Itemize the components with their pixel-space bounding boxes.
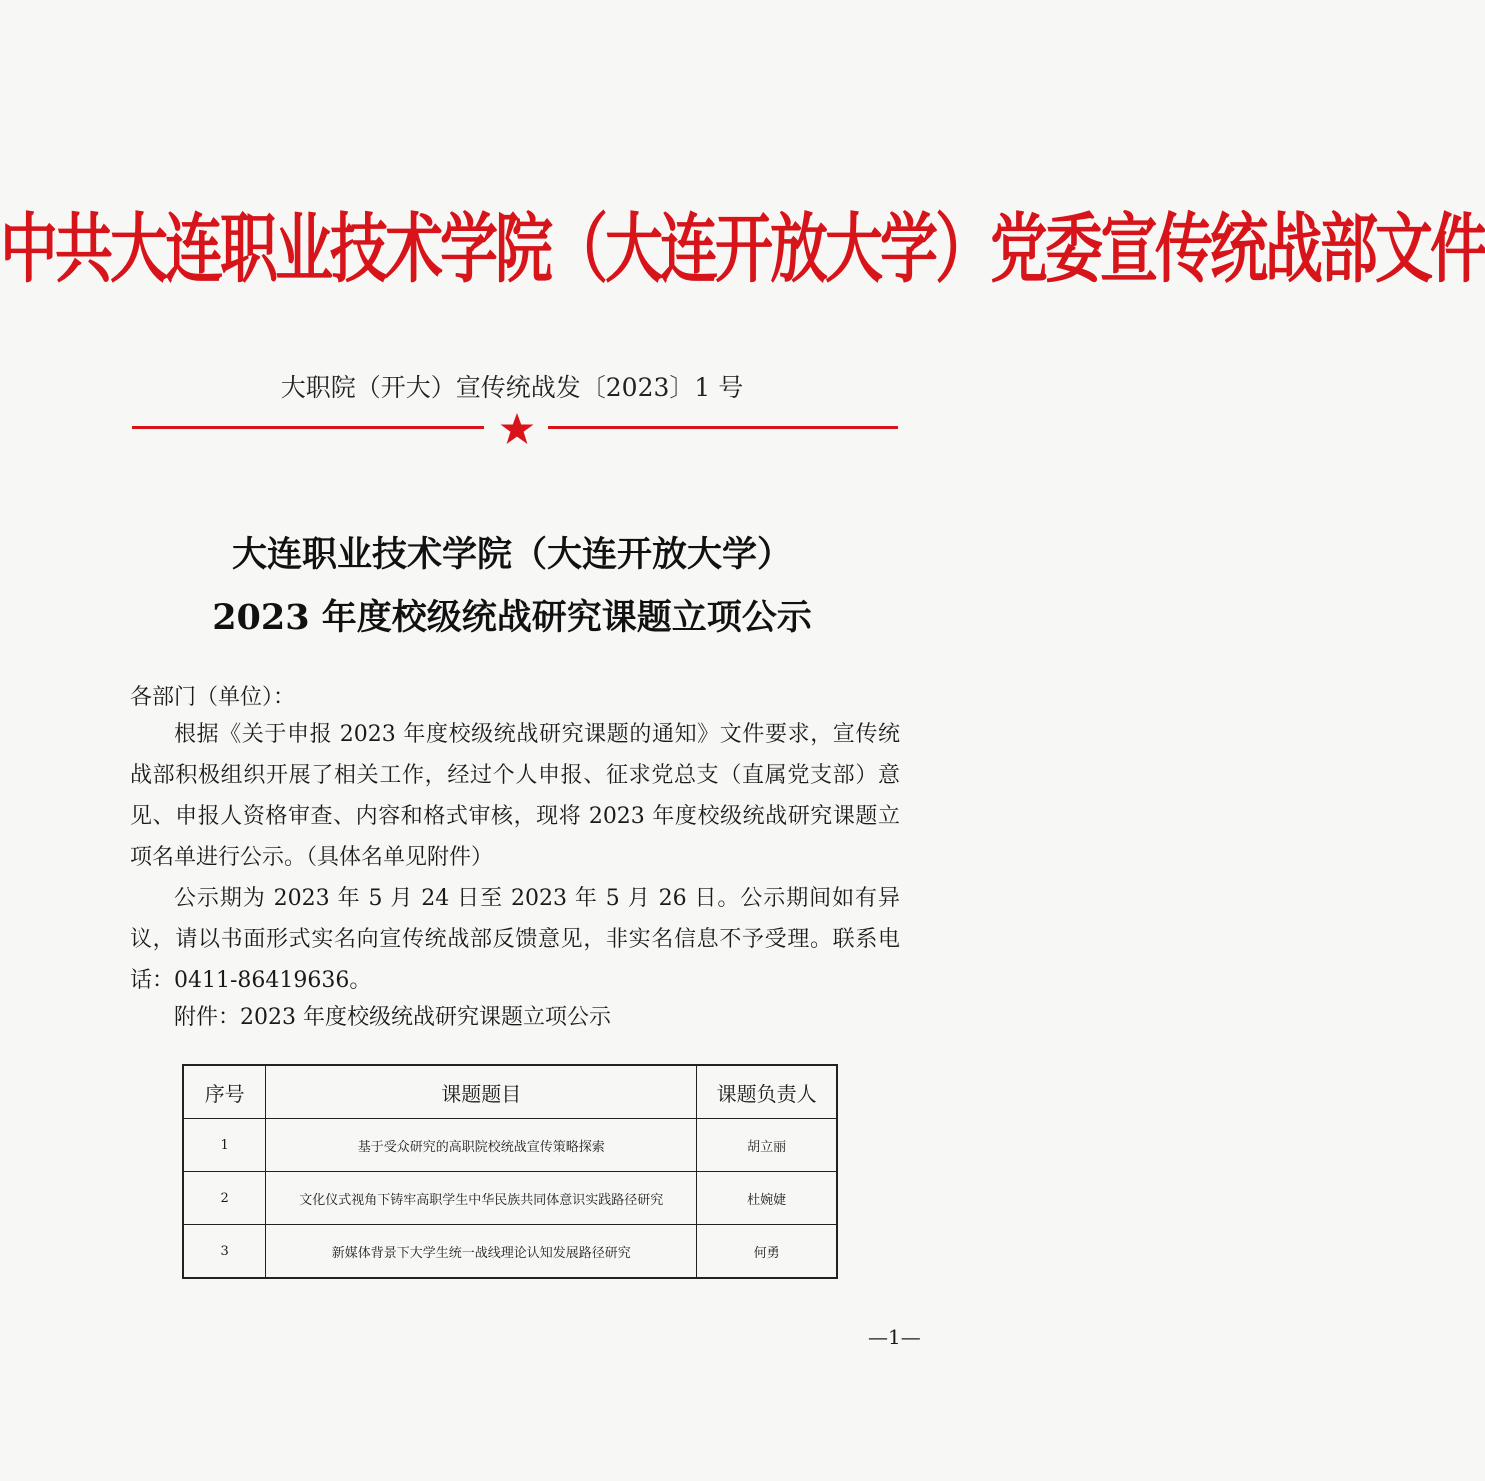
- document-number: 大职院（开大）宣传统战发〔2023〕1 号: [280, 373, 744, 402]
- red-rule-right: [548, 426, 898, 429]
- header-owner: 课题负责人: [697, 1065, 837, 1119]
- table-row: [183, 1172, 837, 1225]
- issuer-header: 中共大连职业技术学院（大连开放大学）党委宣传统战部文件: [0, 204, 1485, 294]
- notice-title-line2: 2023 年度校级统战研究课题立项公示: [212, 597, 812, 638]
- row-no: 1: [183, 1119, 266, 1172]
- star-icon: [500, 412, 534, 446]
- row-title: 文化仪式视角下铸牢高职学生中华民族共同体意识实践路径研究: [266, 1172, 697, 1225]
- notice-title-line1: 大连职业技术学院（大连开放大学）: [231, 534, 792, 575]
- project-table: [182, 1064, 838, 1279]
- row-no: 3: [183, 1225, 266, 1279]
- row-no: 2: [183, 1172, 266, 1225]
- row-title: 基于受众研究的高职院校统战宣传策略探索: [266, 1119, 697, 1172]
- body-paragraph-2: 公示期为 2023 年 5 月 24 日至 2023 年 5 月 26 日。公示期间如有异议，请以书面形式实名向宣传统战部反馈意见，非实名信息不予受理。联系电话：0411-86419636。: [130, 886, 900, 993]
- table-row: [183, 1119, 837, 1172]
- body-paragraph-1: 根据《关于申报 2023 年度校级统战研究课题的通知》文件要求，宣传统战部积极组织开展了相关工作，经过个人申报、征求党总支（直属党支部）意见、申报人资格审查、内容和格式审核，现将 2023 年度校级统战研究课题立项名单进行公示。（具体名单见附件）: [130, 722, 900, 870]
- row-owner: 何勇: [697, 1225, 837, 1279]
- red-rule-left: [132, 426, 484, 429]
- table-row: [183, 1225, 837, 1279]
- header-no: 序号: [183, 1065, 266, 1119]
- table-header-row: [183, 1065, 837, 1119]
- row-owner: 胡立丽: [697, 1119, 837, 1172]
- row-title: 新媒体背景下大学生统一战线理论认知发展路径研究: [266, 1225, 697, 1279]
- header-title: 课题题目: [266, 1065, 697, 1119]
- attachment-note: 附件：2023 年度校级统战研究课题立项公示: [174, 1005, 611, 1030]
- row-owner: 杜婉婕: [697, 1172, 837, 1225]
- page-number: —1—: [868, 1325, 921, 1349]
- salutation: 各部门（单位）：: [130, 685, 296, 710]
